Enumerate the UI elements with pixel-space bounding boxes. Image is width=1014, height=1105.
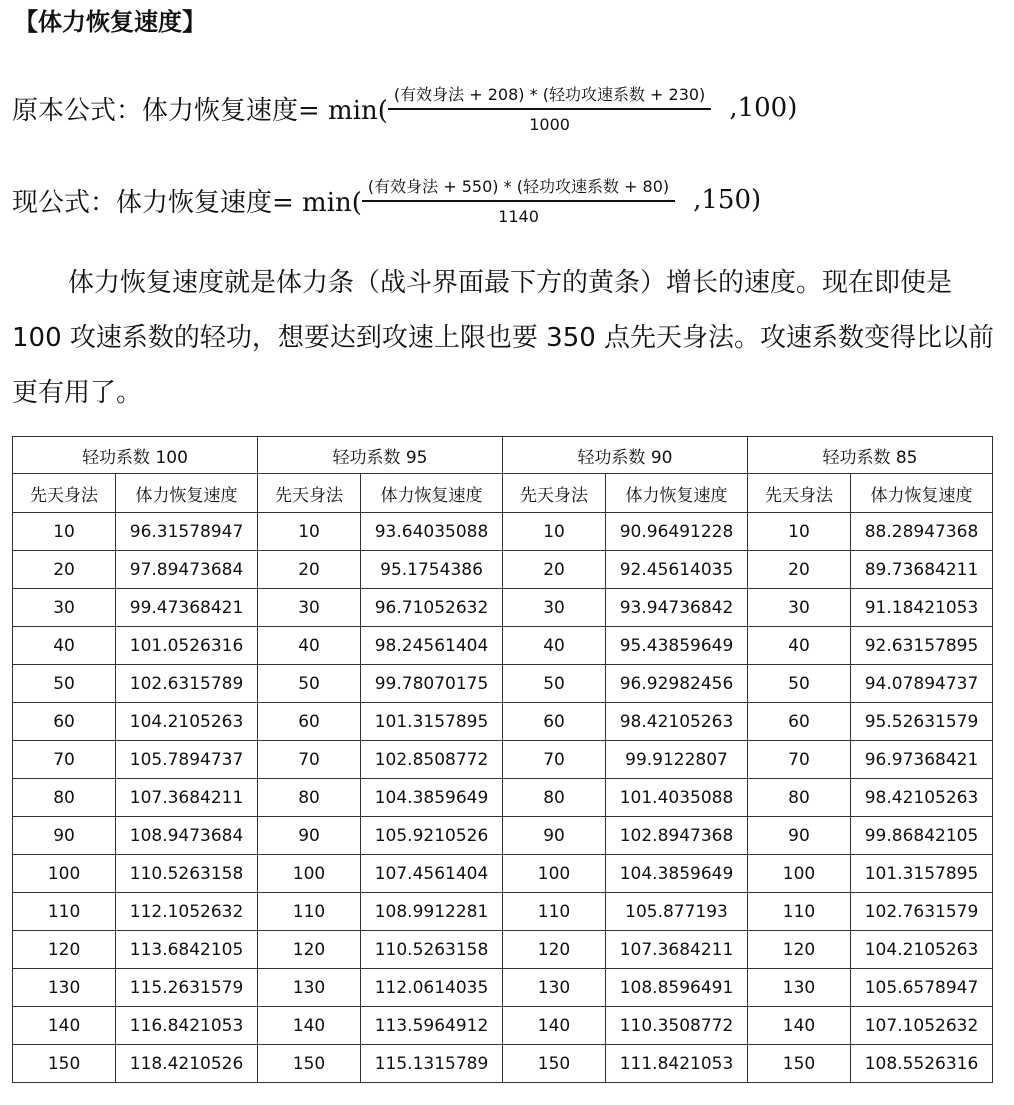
table-row: [13, 893, 993, 931]
recovery-speed-cell: 99.47368421: [116, 589, 258, 627]
recovery-speed-cell: 89.73684211: [851, 551, 993, 589]
shenfa-cell: 40: [257, 627, 360, 665]
shenfa-cell: 60: [13, 703, 116, 741]
recovery-speed-cell: 96.97368421: [851, 741, 993, 779]
recovery-speed-cell: 95.52631579: [851, 703, 993, 741]
shenfa-cell: 130: [502, 969, 605, 1007]
page-heading: 【体力恢复速度】: [14, 8, 206, 36]
column-header: 先天身法: [257, 474, 360, 513]
shenfa-cell: 80: [502, 779, 605, 817]
recovery-speed-cell: 94.07894737: [851, 665, 993, 703]
shenfa-cell: 150: [747, 1045, 850, 1083]
table-row: [13, 855, 993, 893]
shenfa-cell: 100: [13, 855, 116, 893]
shenfa-cell: 110: [257, 893, 360, 931]
recovery-speed-cell: 98.24561404: [361, 627, 503, 665]
shenfa-cell: 20: [257, 551, 360, 589]
shenfa-cell: 20: [13, 551, 116, 589]
recovery-speed-cell: 108.8596491: [606, 969, 748, 1007]
table-row: [13, 817, 993, 855]
shenfa-cell: 150: [502, 1045, 605, 1083]
table-row: [13, 931, 993, 969]
shenfa-cell: 100: [747, 855, 850, 893]
recovery-speed-cell: 102.6315789: [116, 665, 258, 703]
shenfa-cell: 110: [747, 893, 850, 931]
shenfa-cell: 130: [747, 969, 850, 1007]
formula-prefix: 原本公式：体力恢复速度= min(: [12, 95, 388, 126]
shenfa-cell: 80: [13, 779, 116, 817]
recovery-speed-cell: 95.43859649: [606, 627, 748, 665]
table-row: [13, 551, 993, 589]
formula-fraction: [388, 82, 711, 134]
table-row: [13, 627, 993, 665]
formula-numerator: (有效身法 + 550) * (轻功攻速系数 + 80): [362, 174, 675, 202]
table-row: [13, 665, 993, 703]
table-row: [13, 741, 993, 779]
shenfa-cell: 120: [502, 931, 605, 969]
shenfa-cell: 20: [502, 551, 605, 589]
formula-numerator: (有效身法 + 208) * (轻功攻速系数 + 230): [388, 82, 711, 110]
recovery-speed-cell: 99.86842105: [851, 817, 993, 855]
shenfa-cell: 70: [257, 741, 360, 779]
shenfa-cell: 140: [13, 1007, 116, 1045]
shenfa-cell: 90: [747, 817, 850, 855]
shenfa-cell: 50: [747, 665, 850, 703]
shenfa-cell: 40: [502, 627, 605, 665]
recovery-speed-cell: 116.8421053: [116, 1007, 258, 1045]
shenfa-cell: 60: [502, 703, 605, 741]
shenfa-cell: 140: [747, 1007, 850, 1045]
table-row: [13, 1045, 993, 1083]
recovery-speed-cell: 95.1754386: [361, 551, 503, 589]
shenfa-cell: 30: [502, 589, 605, 627]
column-header: 先天身法: [747, 474, 850, 513]
column-header: 先天身法: [13, 474, 116, 513]
recovery-speed-cell: 96.71052632: [361, 589, 503, 627]
shenfa-cell: 150: [13, 1045, 116, 1083]
recovery-speed-cell: 93.94736842: [606, 589, 748, 627]
sub-header-row: [13, 474, 993, 513]
recovery-speed-cell: 99.9122807: [606, 741, 748, 779]
column-header: 体力恢复速度: [606, 474, 748, 513]
group-header: 轻功系数 85: [747, 437, 992, 474]
shenfa-cell: 40: [747, 627, 850, 665]
formula-prefix: 现公式：体力恢复速度= min(: [12, 187, 362, 218]
shenfa-cell: 70: [747, 741, 850, 779]
shenfa-cell: 120: [257, 931, 360, 969]
shenfa-cell: 70: [13, 741, 116, 779]
shenfa-cell: 50: [502, 665, 605, 703]
recovery-speed-cell: 104.2105263: [116, 703, 258, 741]
recovery-speed-table: [12, 436, 993, 1083]
shenfa-cell: 140: [502, 1007, 605, 1045]
table-row: [13, 969, 993, 1007]
recovery-speed-cell: 101.3157895: [851, 855, 993, 893]
recovery-speed-cell: 112.0614035: [361, 969, 503, 1007]
recovery-speed-cell: 96.92982456: [606, 665, 748, 703]
table-row: [13, 703, 993, 741]
shenfa-cell: 40: [13, 627, 116, 665]
table-row: [13, 779, 993, 817]
recovery-speed-cell: 107.4561404: [361, 855, 503, 893]
shenfa-cell: 90: [257, 817, 360, 855]
shenfa-cell: 130: [13, 969, 116, 1007]
column-header: 体力恢复速度: [116, 474, 258, 513]
recovery-speed-cell: 110.5263158: [116, 855, 258, 893]
shenfa-cell: 30: [13, 589, 116, 627]
column-header: 先天身法: [502, 474, 605, 513]
recovery-speed-cell: 101.0526316: [116, 627, 258, 665]
shenfa-cell: 30: [747, 589, 850, 627]
recovery-speed-cell: 91.18421053: [851, 589, 993, 627]
shenfa-cell: 30: [257, 589, 360, 627]
formula-fraction: [362, 174, 675, 226]
recovery-speed-cell: 118.4210526: [116, 1045, 258, 1083]
shenfa-cell: 120: [747, 931, 850, 969]
shenfa-cell: 20: [747, 551, 850, 589]
formula-suffix: ,150): [693, 185, 762, 215]
shenfa-cell: 140: [257, 1007, 360, 1045]
shenfa-cell: 100: [257, 855, 360, 893]
shenfa-cell: 110: [502, 893, 605, 931]
table-row: [13, 589, 993, 627]
recovery-speed-cell: 88.28947368: [851, 513, 993, 551]
group-header-row: [13, 437, 993, 474]
table-row: [13, 1007, 993, 1045]
shenfa-cell: 80: [747, 779, 850, 817]
formula-denominator: 1140: [498, 207, 539, 226]
shenfa-cell: 90: [13, 817, 116, 855]
shenfa-cell: 10: [257, 513, 360, 551]
recovery-speed-cell: 108.5526316: [851, 1045, 993, 1083]
recovery-speed-cell: 104.3859649: [606, 855, 748, 893]
recovery-speed-cell: 115.2631579: [116, 969, 258, 1007]
explanation-paragraph: 体力恢复速度就是体力条（战斗界面最下方的黄条）增长的速度。现在即使是 100 攻速系数的轻功，想要达到攻速上限也要 350 点先天身法。攻速系数变得比以前更有用了。: [12, 268, 995, 408]
recovery-speed-cell: 102.8947368: [606, 817, 748, 855]
shenfa-cell: 50: [13, 665, 116, 703]
recovery-speed-cell: 113.6842105: [116, 931, 258, 969]
recovery-speed-cell: 105.6578947: [851, 969, 993, 1007]
formula-suffix: ,100): [729, 93, 798, 123]
recovery-speed-cell: 92.63157895: [851, 627, 993, 665]
shenfa-cell: 10: [502, 513, 605, 551]
recovery-speed-cell: 90.96491228: [606, 513, 748, 551]
shenfa-cell: 60: [747, 703, 850, 741]
recovery-speed-cell: 113.5964912: [361, 1007, 503, 1045]
group-header: 轻功系数 100: [13, 437, 258, 474]
recovery-speed-cell: 107.1052632: [851, 1007, 993, 1045]
recovery-speed-cell: 105.877193: [606, 893, 748, 931]
shenfa-cell: 110: [13, 893, 116, 931]
shenfa-cell: 70: [502, 741, 605, 779]
recovery-speed-cell: 102.7631579: [851, 893, 993, 931]
recovery-speed-cell: 98.42105263: [606, 703, 748, 741]
recovery-speed-cell: 112.1052632: [116, 893, 258, 931]
shenfa-cell: 60: [257, 703, 360, 741]
table-row: [13, 513, 993, 551]
recovery-speed-cell: 108.9473684: [116, 817, 258, 855]
recovery-speed-cell: 102.8508772: [361, 741, 503, 779]
recovery-speed-cell: 108.9912281: [361, 893, 503, 931]
recovery-speed-cell: 98.42105263: [851, 779, 993, 817]
recovery-speed-cell: 111.8421053: [606, 1045, 748, 1083]
recovery-speed-cell: 105.7894737: [116, 741, 258, 779]
original-formula: [12, 78, 797, 138]
table-body: [13, 513, 993, 1083]
recovery-speed-cell: 97.89473684: [116, 551, 258, 589]
recovery-speed-cell: 92.45614035: [606, 551, 748, 589]
recovery-speed-cell: 107.3684211: [116, 779, 258, 817]
recovery-speed-cell: 96.31578947: [116, 513, 258, 551]
shenfa-cell: 10: [747, 513, 850, 551]
shenfa-cell: 130: [257, 969, 360, 1007]
shenfa-cell: 10: [13, 513, 116, 551]
shenfa-cell: 50: [257, 665, 360, 703]
column-header: 体力恢复速度: [851, 474, 993, 513]
recovery-speed-cell: 99.78070175: [361, 665, 503, 703]
recovery-speed-cell: 110.5263158: [361, 931, 503, 969]
shenfa-cell: 150: [257, 1045, 360, 1083]
recovery-speed-cell: 105.9210526: [361, 817, 503, 855]
recovery-speed-cell: 104.2105263: [851, 931, 993, 969]
column-header: 体力恢复速度: [361, 474, 503, 513]
shenfa-cell: 100: [502, 855, 605, 893]
recovery-speed-cell: 110.3508772: [606, 1007, 748, 1045]
recovery-speed-cell: 101.4035088: [606, 779, 748, 817]
recovery-speed-cell: 93.64035088: [361, 513, 503, 551]
current-formula: [12, 170, 761, 230]
formula-denominator: 1000: [529, 115, 570, 134]
group-header: 轻功系数 95: [257, 437, 502, 474]
shenfa-cell: 80: [257, 779, 360, 817]
shenfa-cell: 90: [502, 817, 605, 855]
recovery-speed-cell: 107.3684211: [606, 931, 748, 969]
shenfa-cell: 120: [13, 931, 116, 969]
recovery-speed-cell: 115.1315789: [361, 1045, 503, 1083]
recovery-speed-cell: 101.3157895: [361, 703, 503, 741]
recovery-speed-cell: 104.3859649: [361, 779, 503, 817]
group-header: 轻功系数 90: [502, 437, 747, 474]
